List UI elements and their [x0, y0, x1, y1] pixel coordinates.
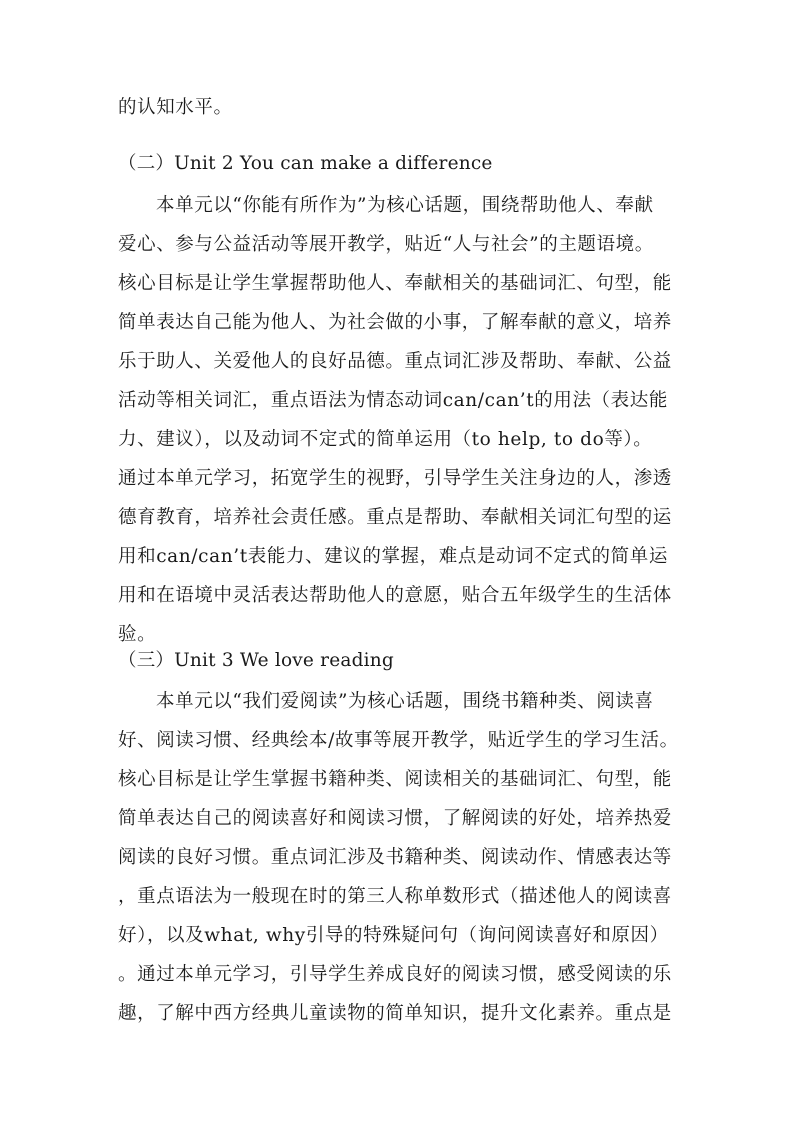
paragraph-line: 简单表达自己能为他人、为社会做的小事，了解奉献的意义，培养 — [118, 312, 672, 333]
paragraph-line: 力、建议），以及动词不定式的简单运用（to help, to do等）。 — [118, 429, 653, 450]
section-heading-unit-3: （三）Unit 3 We love reading — [118, 650, 394, 671]
paragraph-line: 好），以及what, why引导的特殊疑问句（询问阅读喜好和原因） — [118, 925, 669, 946]
paragraph-line: 通过本单元学习，拓宽学生的视野，引导学生关注身边的人，渗透 — [118, 468, 672, 489]
text-line-continuation: 的认知水平。 — [118, 97, 233, 118]
paragraph-line: 用和can/can’t表能力、建议的掌握，难点是动词不定式的简单运 — [118, 546, 668, 567]
paragraph-line: 德育教育，培养社会责任感。重点是帮助、奉献相关词汇句型的运 — [118, 507, 672, 528]
paragraph-line: 核心目标是让学生掌握帮助他人、奉献相关的基础词汇、句型，能 — [118, 273, 672, 294]
paragraph-line: 核心目标是让学生掌握书籍种类、阅读相关的基础词汇、句型，能 — [118, 769, 672, 790]
paragraph-line: 本单元以“我们爱阅读”为核心话题，围绕书籍种类、阅读喜 — [156, 691, 654, 712]
paragraph-line: 活动等相关词汇，重点语法为情态动词can/can’t的用法（表达能 — [118, 390, 668, 411]
paragraph-line: 验。 — [118, 624, 157, 645]
paragraph-line: 用和在语境中灵活表达帮助他人的意愿，贴合五年级学生的生活体 — [118, 585, 672, 606]
section-heading-unit-2: （二）Unit 2 You can make a difference — [118, 153, 493, 174]
paragraph-line: 简单表达自己的阅读喜好和阅读习惯，了解阅读的好处，培养热爱 — [118, 808, 672, 829]
paragraph-line: ，重点语法为一般现在时的第三人称单数形式（描述他人的阅读喜 — [118, 886, 672, 907]
paragraph-line: 。通过本单元学习，引导学生养成良好的阅读习惯，感受阅读的乐 — [118, 964, 672, 985]
paragraph-line: 趣，了解中西方经典儿童读物的简单知识，提升文化素养。重点是 — [118, 1003, 672, 1024]
paragraph-line: 爱心、参与公益活动等展开教学，贴近“人与社会”的主题语境。 — [118, 234, 654, 255]
paragraph-line: 本单元以“你能有所作为”为核心话题，围绕帮助他人、奉献 — [156, 195, 654, 216]
paragraph-line: 阅读的良好习惯。重点词汇涉及书籍种类、阅读动作、情感表达等 — [118, 847, 672, 868]
paragraph-line: 好、阅读习惯、经典绘本/故事等展开教学，贴近学生的学习生活。 — [118, 730, 679, 751]
paragraph-line: 乐于助人、关爱他人的良好品德。重点词汇涉及帮助、奉献、公益 — [118, 351, 672, 372]
